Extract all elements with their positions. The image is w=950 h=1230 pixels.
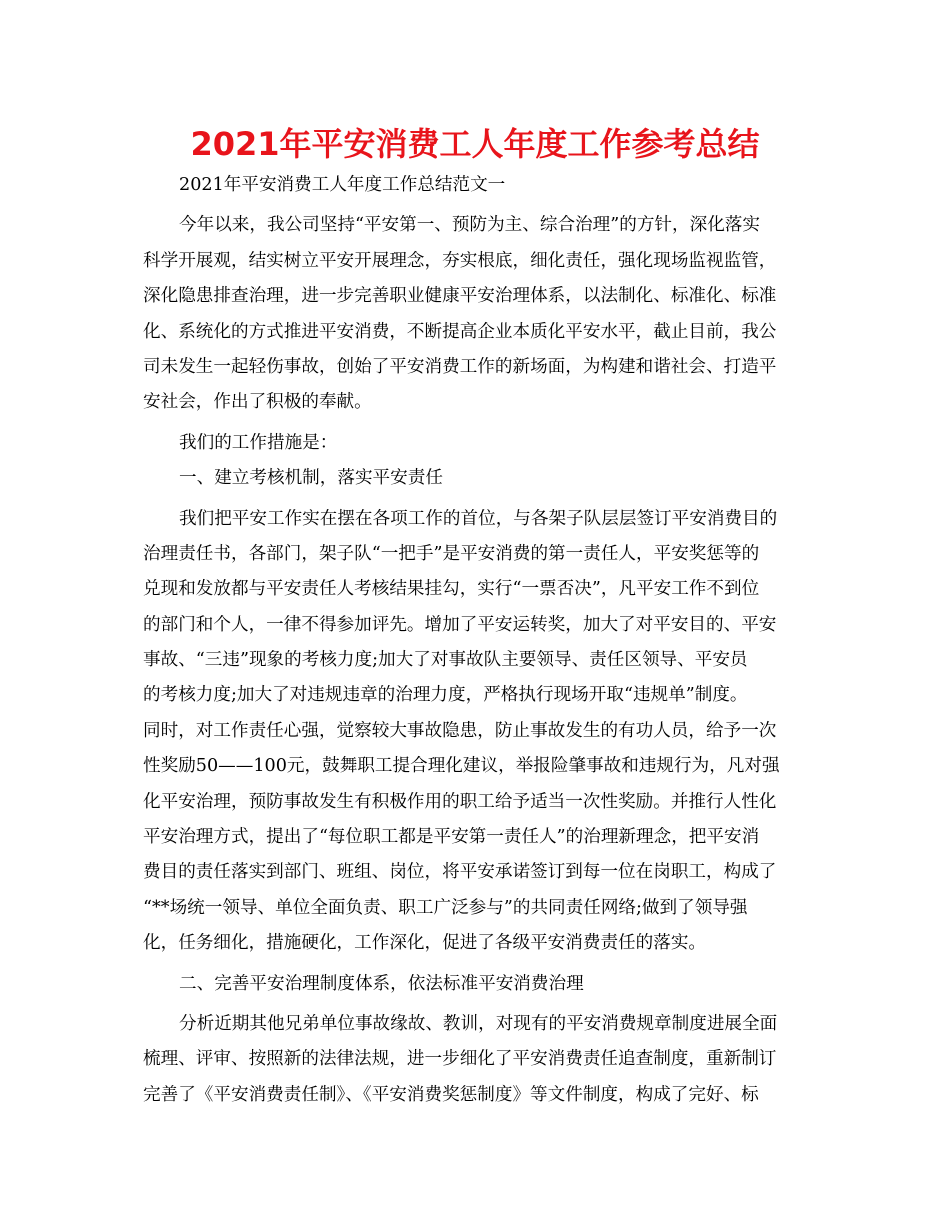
paragraph-line: 的考核力度;加大了对违规违章的治理力度，严格执行现场开取“违规单”制度。 xyxy=(143,685,748,706)
document-body xyxy=(143,168,805,1113)
paragraph-line: 分析近期其他兄弟单位事故缘故、教训，对现有的平安消费规章制度进展全面 xyxy=(179,1013,778,1034)
paragraph-line: 司未发生一起轻伤事故，创始了平安消费工作的新场面，为构建和谐社会、打造平 xyxy=(143,356,777,377)
paragraph-line: 我们把平安工作实在摆在各项工作的首位，与各架子队层层签订平安消费目的 xyxy=(179,508,778,529)
section-heading: 二、完善平安治理制度体系，依法标准平安消费治理 xyxy=(179,973,584,994)
paragraph-line: 事故、“三违”现象的考核力度;加大了对事故队主要领导、责任区领导、平安员 xyxy=(143,650,748,671)
document-title: 2021年平安消费工人年度工作参考总结 xyxy=(190,125,760,163)
paragraph-line: 完善了《平安消费责任制》、《平安消费奖惩制度》等文件制度，构成了完好、标 xyxy=(143,1084,759,1105)
paragraph-line: 化，任务细化，措施硬化，工作深化，促进了各级平安消费责任的落实。 xyxy=(143,933,707,954)
paragraph-line: 化、系统化的方式推进平安消费，不断提高企业本质化平安水平，截止目前，我公 xyxy=(143,321,777,342)
paragraph-line: 化平安治理，预防事故发生有积极作用的职工给予适当一次性奖励。并推行人性化 xyxy=(143,791,777,812)
paragraph-line: 性奖励50——100元，鼓舞职工提合理化建议，举报险肇事故和违规行为，凡对强 xyxy=(143,756,780,777)
subtitle-line: 2021年平安消费工人年度工作总结范文一 xyxy=(179,175,506,195)
paragraph-line: 今年以来，我公司坚持“平安第一、预防为主、综合治理”的方针，深化落实 xyxy=(179,215,760,236)
paragraph-line: 费目的责任落实到部门、班组、岗位，将平安承诺签订到每一位在岗职工，构成了 xyxy=(143,862,777,883)
paragraph-line: 同时，对工作责任心强，觉察较大事故隐患，防止事故发生的有功人员，给予一次 xyxy=(143,720,777,741)
paragraph-line: 安社会，作出了积极的奉献。 xyxy=(143,392,372,413)
paragraph-line: 科学开展观，结实树立平安开展理念，夯实根底，细化责任，强化现场监视监管， xyxy=(143,250,777,271)
paragraph-line: 兑现和发放都与平安责任人考核结果挂勾，实行“一票否决”，凡平安工作不到位 xyxy=(143,579,760,600)
paragraph-line: 平安治理方式，提出了“每位职工都是平安第一责任人”的治理新理念，把平安消 xyxy=(143,827,760,848)
paragraph-line: “**场统一领导、单位全面负责、职工广泛参与”的共同责任网络;做到了领导强 xyxy=(143,897,748,918)
paragraph-line: 的部门和个人，一律不得参加评先。增加了平安运转奖，加大了对平安目的、平安 xyxy=(143,614,777,635)
paragraph-line: 深化隐患排查治理，进一步完善职业健康平安治理体系，以法制化、标准化、标准 xyxy=(143,286,777,307)
paragraph-line: 治理责任书，各部门，架子队“一把手”是平安消费的第一责任人，平安奖惩等的 xyxy=(143,543,760,564)
paragraph-line: 我们的工作措施是： xyxy=(179,432,338,453)
section-heading: 一、建立考核机制，落实平安责任 xyxy=(179,468,443,489)
paragraph-line: 梳理、评审、按照新的法律法规，进一步细化了平安消费责任追查制度，重新制订 xyxy=(143,1049,777,1070)
